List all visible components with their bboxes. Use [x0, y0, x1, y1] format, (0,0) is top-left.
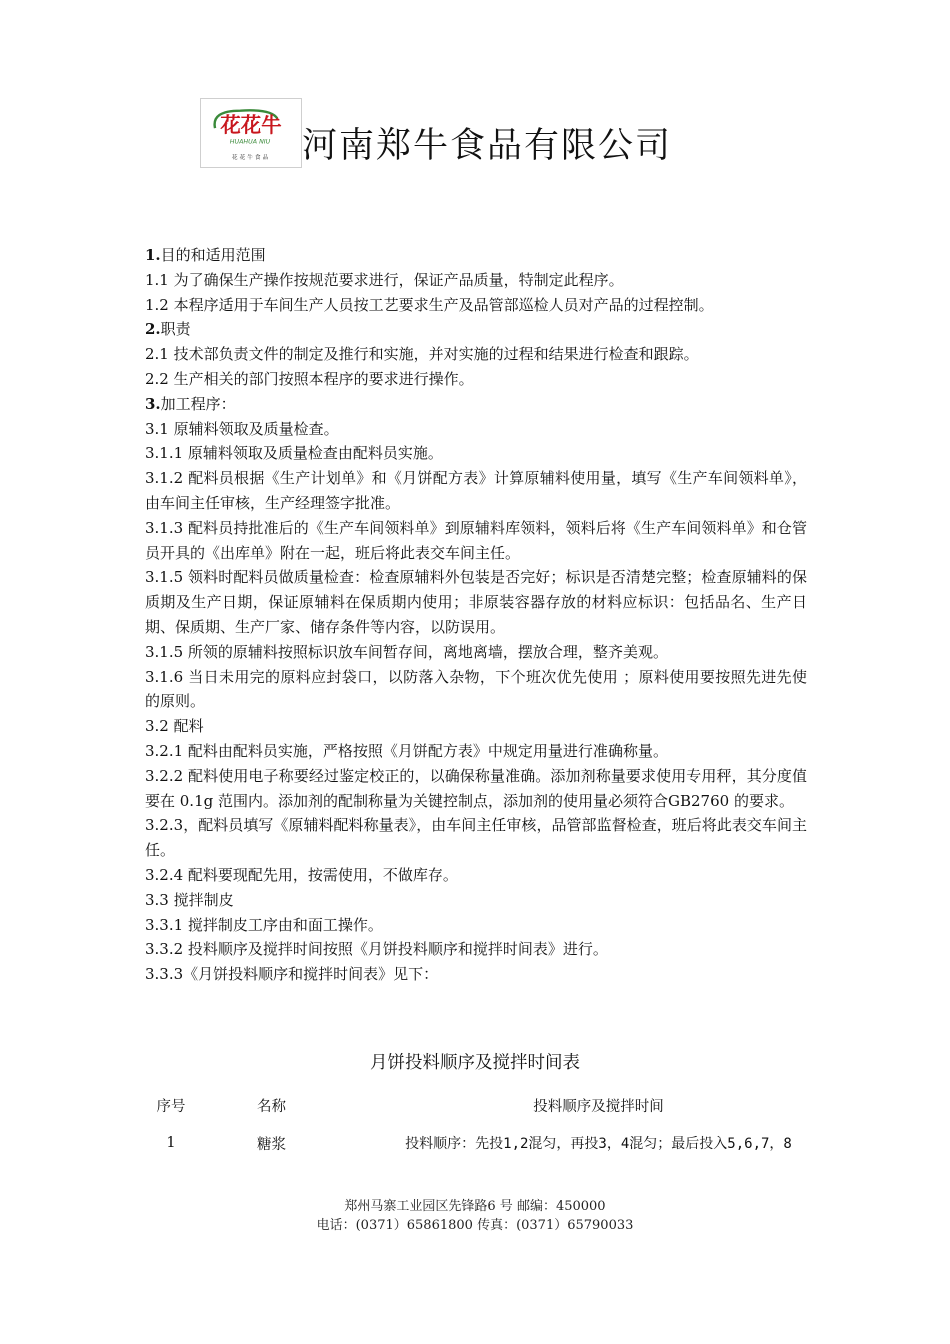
- paragraph-3-3: 3.3 搅拌制皮: [145, 890, 234, 909]
- paragraph-1-2: 1.2 本程序适用于车间生产人员按工艺要求生产及品管部巡检人员对产品的过程控制。: [145, 295, 714, 314]
- logo-roman-text: HUAHUA NIU: [229, 138, 271, 146]
- paragraph-3-1-2: 3.1.2 配料员根据《生产计划单》和《月饼配方表》计算原辅料使用量，填写《生产车间领料单》，由车间主任审核，生产经理签字批准。: [145, 469, 807, 512]
- paragraph-3-1-5a: 3.1.5 领料时配料员做质量检查：检查原辅料外包装是否完好；标识是否清楚完整；检查原辅料的保质期及生产日期，保证原辅料在保质期内使用；非原装容器存放的材料应标识：包括品名、生产日期、保质期、生产厂家、储存条件等内容，以防误用。: [145, 568, 807, 636]
- section-3-number: 3.: [145, 394, 161, 413]
- mixing-time-table: [140, 1090, 820, 1166]
- header-detail: 投料顺序及搅拌时间: [533, 1098, 664, 1115]
- paragraph-1-1: 1.1 为了确保生产操作按规范要求进行，保证产品质量，特制定此程序。: [145, 270, 624, 289]
- section-3-title: 加工程序：: [160, 394, 236, 413]
- paragraph-2-1: 2.1 技术部负责文件的制定及推行和实施，并对实施的过程和结果进行检查和跟踪。: [145, 345, 699, 364]
- logo-graphic: [201, 99, 301, 167]
- company-name: 河南郑牛食品有限公司: [302, 126, 673, 166]
- paragraph-3-2-4: 3.2.4 配料要现配先用，按需使用，不做库存。: [145, 865, 458, 884]
- paragraph-3-2-2: 3.2.2 配料使用电子称要经过鉴定校正的，以确保称量准确。添加剂称量要求使用专用秤，其分度值要在 0.1g 范围内。添加剂的配制称量为关键控制点，添加剂的使用量必须符合GB2760 的要求。: [145, 766, 807, 810]
- document-body: [145, 243, 807, 987]
- paragraph-3-1: 3.1 原辅料领取及质量检查。: [145, 419, 339, 438]
- cell-detail: 投料顺序：先投1,2混匀，再投3，4混匀；最后投入5,6,7，8: [405, 1136, 792, 1152]
- paragraph-3-1-5b: 3.1.5 所领的原辅料按照标识放车间暂存间，离地离墙，摆放合理，整齐美观。: [145, 642, 668, 661]
- section-3-heading: [145, 392, 807, 417]
- logo-sub-text: 花 花 牛 食 品: [231, 155, 269, 162]
- table-title: 月饼投料顺序及搅拌时间表: [370, 1053, 580, 1073]
- section-2-title: 职责: [160, 320, 191, 339]
- company-logo: [200, 98, 302, 168]
- paragraph-3-1-3: 3.1.3 配料员持批准后的《生产车间领料单》到原辅料库领料，领料后将《生产车间领料单》和仓管员开具的《出库单》附在一起，班后将此表交车间主任。: [145, 518, 807, 562]
- header-name: 名称: [257, 1098, 286, 1115]
- footer-contact: 电话：(0371）65861800 传真：(0371）65790033: [316, 1218, 634, 1233]
- section-2-number: 2.: [145, 320, 161, 339]
- section-1-title: 目的和适用范围: [160, 246, 266, 264]
- paragraph-3-3-1: 3.3.1 搅拌制皮工序由和面工操作。: [145, 915, 383, 934]
- table-header-row: [140, 1090, 820, 1120]
- paragraph-2-2: 2.2 生产相关的部门按照本程序的要求进行操作。: [145, 369, 474, 388]
- paragraph-3-1-1: 3.1.1 原辅料领取及质量检查由配料员实施。: [145, 444, 443, 463]
- cell-name: 糖浆: [257, 1136, 286, 1153]
- paragraph-3-2-3: 3.2.3，配料员填写《原辅料配料称量表》，由车间主任审核，品管部监督检查，班后将此表交车间主任。: [145, 816, 807, 860]
- section-2-heading: [145, 317, 807, 342]
- logo-brand-text: 花花牛: [220, 113, 282, 138]
- cell-no: 1: [166, 1135, 176, 1151]
- header-no: 序号: [156, 1098, 186, 1115]
- paragraph-3-1-6: 3.1.6 当日未用完的原料应封袋口，以防落入杂物，下个班次优先使用 ；原料使用要按照先进先使的原则。: [145, 667, 807, 711]
- table-row: [140, 1120, 820, 1166]
- paragraph-3-3-2: 3.3.2 投料顺序及搅拌时间按照《月饼投料顺序和搅拌时间表》进行。: [145, 940, 608, 959]
- footer-address: 郑州马寨工业园区先锋路6 号 邮编：450000: [344, 1199, 606, 1214]
- section-1-heading: [145, 243, 807, 268]
- paragraph-3-3-3: 3.3.3《月饼投料顺序和搅拌时间表》见下：: [145, 965, 439, 984]
- section-1-number: 1.: [145, 246, 161, 264]
- paragraph-3-2-1: 3.2.1 配料由配料员实施，严格按照《月饼配方表》中规定用量进行准确称量。: [145, 741, 668, 760]
- paragraph-3-2: 3.2 配料: [145, 717, 204, 736]
